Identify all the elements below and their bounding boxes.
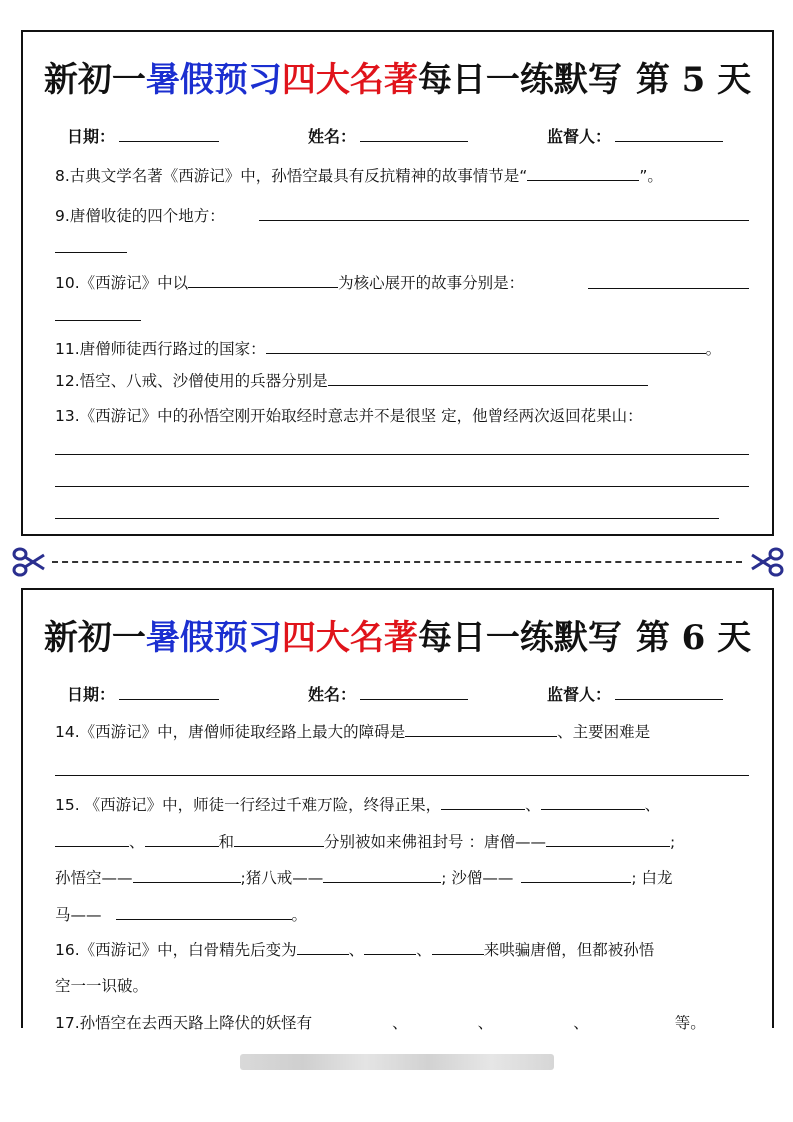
separator: 、	[573, 1014, 589, 1032]
supervisor-field	[547, 124, 723, 147]
answer-line[interactable]	[55, 454, 749, 455]
question-12	[55, 369, 648, 391]
q16-text: 空一一识破。	[55, 977, 149, 995]
watermark-blur	[240, 1054, 554, 1070]
title-part: 暑假预习	[145, 60, 282, 100]
day-label: 第 5 天	[635, 60, 752, 100]
q15-blank[interactable]	[541, 795, 645, 810]
q17-text: 17.孙悟空在去西天路上降伏的妖怪有	[55, 1014, 313, 1032]
date-field	[67, 682, 219, 705]
cut-line	[52, 561, 742, 563]
q15-text: ; 沙僧——	[441, 869, 514, 887]
date-blank[interactable]	[119, 685, 219, 700]
title-part: 新初一	[43, 618, 146, 658]
q15-text: 和	[218, 833, 235, 851]
q15-text: ;猪八戒——	[240, 869, 324, 887]
question-16-line2	[55, 974, 148, 996]
question-16-line1	[55, 938, 654, 960]
q11-blank[interactable]	[266, 339, 706, 354]
q11-end: 。	[705, 340, 722, 358]
q16-blank[interactable]	[432, 940, 484, 955]
q15-blank[interactable]	[546, 832, 670, 847]
q8-text: 8.古典文学名著《西游记》中，孙悟空最具有反抗精神的故事情节是“	[55, 167, 528, 185]
worksheet-day5	[21, 30, 774, 536]
q15-text: 孙悟空——	[55, 869, 133, 887]
q16-blank[interactable]	[364, 940, 416, 955]
question-10	[55, 271, 524, 293]
date-blank[interactable]	[119, 127, 219, 142]
q13-text: 13.《西游记》中的孙悟空刚开始取经时意志并不是很坚 定，他曾经两次返回花果山：	[55, 407, 643, 425]
q17-end: 等。	[674, 1014, 706, 1032]
question-15-line4	[55, 903, 307, 925]
title-part: 四大名著	[281, 60, 418, 100]
supervisor-label: 监督人：	[547, 127, 612, 146]
separator: 、	[392, 1014, 408, 1032]
q16-text: 16.《西游记》中，白骨精先后变为	[55, 941, 297, 959]
question-11	[55, 337, 721, 359]
q10-text: 为核心展开的故事分别是：	[338, 274, 525, 292]
q15-text: 15. 《西游记》中，师徒一行经过千难万险，终得正果，	[55, 796, 442, 814]
q15-blank[interactable]	[55, 832, 129, 847]
q15-text: ;	[669, 833, 676, 851]
separator: 、	[416, 941, 432, 959]
title-part: 新初一	[43, 60, 146, 100]
question-17	[55, 1011, 706, 1033]
answer-line[interactable]	[55, 486, 749, 487]
q15-text: ; 白龙	[631, 869, 673, 887]
scissors-icon-left	[12, 545, 46, 579]
separator: 、	[525, 796, 541, 814]
separator: 、	[129, 833, 145, 851]
question-15-line3	[55, 866, 673, 888]
question-14	[55, 720, 650, 742]
separator: 、	[348, 941, 365, 959]
answer-line[interactable]	[588, 288, 749, 289]
q15-text: 马——	[55, 906, 102, 924]
separator: 、	[644, 796, 661, 814]
name-blank[interactable]	[360, 127, 468, 142]
q8-end: ”。	[639, 167, 663, 185]
separator: 、	[477, 1014, 494, 1032]
q15-blank[interactable]	[234, 832, 324, 847]
question-13	[55, 404, 643, 426]
name-label: 姓名：	[308, 127, 357, 146]
scissors-icon-right	[750, 545, 784, 579]
supervisor-blank[interactable]	[615, 685, 723, 700]
title-part: 每日一练默写	[417, 60, 622, 100]
q15-blank[interactable]	[145, 832, 219, 847]
q14-text: 14.《西游记》中，唐僧师徒取经路上最大的障碍是	[55, 723, 406, 741]
q10-blank[interactable]	[188, 273, 338, 288]
supervisor-blank[interactable]	[615, 127, 723, 142]
q12-blank[interactable]	[328, 371, 648, 386]
supervisor-field	[547, 682, 723, 705]
question-8	[55, 164, 663, 186]
title-part: 四大名著	[281, 618, 418, 658]
name-label: 姓名：	[308, 685, 357, 704]
answer-line[interactable]	[259, 220, 749, 221]
title-part: 暑假预习	[145, 618, 282, 658]
date-label: 日期：	[67, 127, 116, 146]
date-label: 日期：	[67, 685, 116, 704]
worksheet-day6	[21, 588, 774, 1032]
q16-blank[interactable]	[297, 940, 349, 955]
q16-text: 来哄骗唐僧，但都被孙悟	[483, 941, 655, 959]
q10-text: 10.《西游记》中以	[55, 274, 189, 292]
q15-text: 分别被如来佛祖封号 ：唐僧——	[324, 833, 546, 851]
title-part: 每日一练默写	[417, 618, 622, 658]
supervisor-label: 监督人：	[547, 685, 612, 704]
q14-blank[interactable]	[405, 722, 557, 737]
question-15-line1	[55, 793, 660, 815]
name-field	[308, 682, 468, 705]
q15-blank[interactable]	[116, 905, 292, 920]
name-field	[308, 124, 468, 147]
page-title	[23, 52, 772, 101]
answer-line[interactable]	[55, 320, 141, 321]
name-blank[interactable]	[360, 685, 468, 700]
q15-blank[interactable]	[441, 795, 525, 810]
q15-text: 。	[291, 906, 308, 924]
question-15-line2	[55, 830, 675, 852]
q15-blank[interactable]	[323, 868, 441, 883]
page-title	[23, 610, 772, 659]
q9-text: 9.唐僧收徒的四个地方：	[55, 207, 225, 225]
answer-line[interactable]	[55, 775, 749, 776]
q15-blank[interactable]	[133, 868, 241, 883]
q12-text: 12.悟空、八戒、沙僧使用的兵器分别是	[55, 372, 328, 390]
question-9	[55, 204, 225, 226]
date-field	[67, 124, 219, 147]
day-label: 第 6 天	[635, 618, 752, 658]
answer-line[interactable]	[55, 518, 719, 519]
answer-line[interactable]	[55, 252, 127, 253]
q14-text: 、主要困难是	[557, 723, 651, 741]
q15-blank[interactable]	[521, 868, 631, 883]
q8-blank[interactable]	[527, 166, 639, 181]
q11-text: 11.唐僧师徒西行路过的国家：	[55, 340, 266, 358]
